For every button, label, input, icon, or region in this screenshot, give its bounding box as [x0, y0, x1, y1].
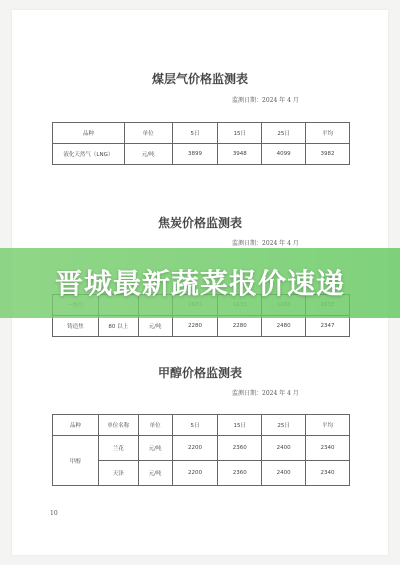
table-cell: 2480: [262, 316, 306, 337]
header-cell: 品种: [53, 123, 125, 144]
table-cell: 元/吨: [138, 316, 172, 337]
table-cell: 2280: [172, 316, 218, 337]
table-cell: 液化天然气（LNG）: [53, 144, 125, 165]
coalbed-gas-table-title: 煤层气价格监测表: [151, 72, 248, 86]
header-cell: 平均: [306, 123, 350, 144]
header-cell: 15日: [218, 415, 262, 436]
header-cell: 单位名称: [98, 415, 138, 436]
table-cell: 2200: [172, 436, 218, 461]
methanol-price-table: [52, 414, 350, 486]
table-cell: 2360: [218, 461, 262, 486]
table-cell: 元/吨: [138, 461, 172, 486]
header-cell: 单位: [124, 123, 172, 144]
table-cell: 天泽: [98, 461, 138, 486]
coke-date: 监测日期：2024 年 4 月: [232, 240, 299, 247]
table-header-row: [53, 415, 350, 436]
table-row: [53, 436, 350, 461]
table-cell: 2280: [218, 316, 262, 337]
methanol-date: 监测日期：2024 年 4 月: [232, 390, 299, 397]
header-cell: 15日: [218, 123, 262, 144]
table-cell: 3899: [172, 144, 218, 165]
table-cell: 2200: [172, 461, 218, 486]
header-cell: 5日: [172, 123, 218, 144]
table-cell: 2340: [306, 436, 350, 461]
table-cell: 2340: [306, 461, 350, 486]
header-cell: 5日: [172, 415, 218, 436]
header-cell: 品种: [53, 415, 99, 436]
table-cell: 3982: [306, 144, 350, 165]
table-cell: 3948: [218, 144, 262, 165]
header-cell: 25日: [262, 415, 306, 436]
table-row: [53, 316, 350, 337]
header-cell: 25日: [262, 123, 306, 144]
coalbed-gas-price-table: [52, 122, 350, 165]
table-cell: 兰花: [98, 436, 138, 461]
page-number: 10: [50, 510, 58, 517]
coalbed-gas-date: 监测日期：2024 年 4 月: [232, 97, 299, 104]
table-cell: 甲醇: [53, 436, 99, 486]
header-cell: 平均: [306, 415, 350, 436]
table-cell: 元/吨: [124, 144, 172, 165]
methanol-table-title: 甲醇价格监测表: [157, 366, 242, 380]
table-cell: 铸造焦: [53, 316, 99, 337]
table-cell: 2360: [218, 436, 262, 461]
headline-banner-text: 晋城最新蔬菜报价速递: [54, 267, 345, 300]
coke-table-title: 焦炭价格监测表: [157, 216, 242, 230]
table-cell: 2400: [262, 436, 306, 461]
table-cell: 2400: [262, 461, 306, 486]
header-cell: 单位: [138, 415, 172, 436]
table-cell: 80 以上: [98, 316, 138, 337]
table-cell: 元/吨: [138, 436, 172, 461]
table-cell: 2347: [306, 316, 350, 337]
table-row: [53, 144, 350, 165]
table-cell: 4099: [262, 144, 306, 165]
table-header-row: [53, 123, 350, 144]
